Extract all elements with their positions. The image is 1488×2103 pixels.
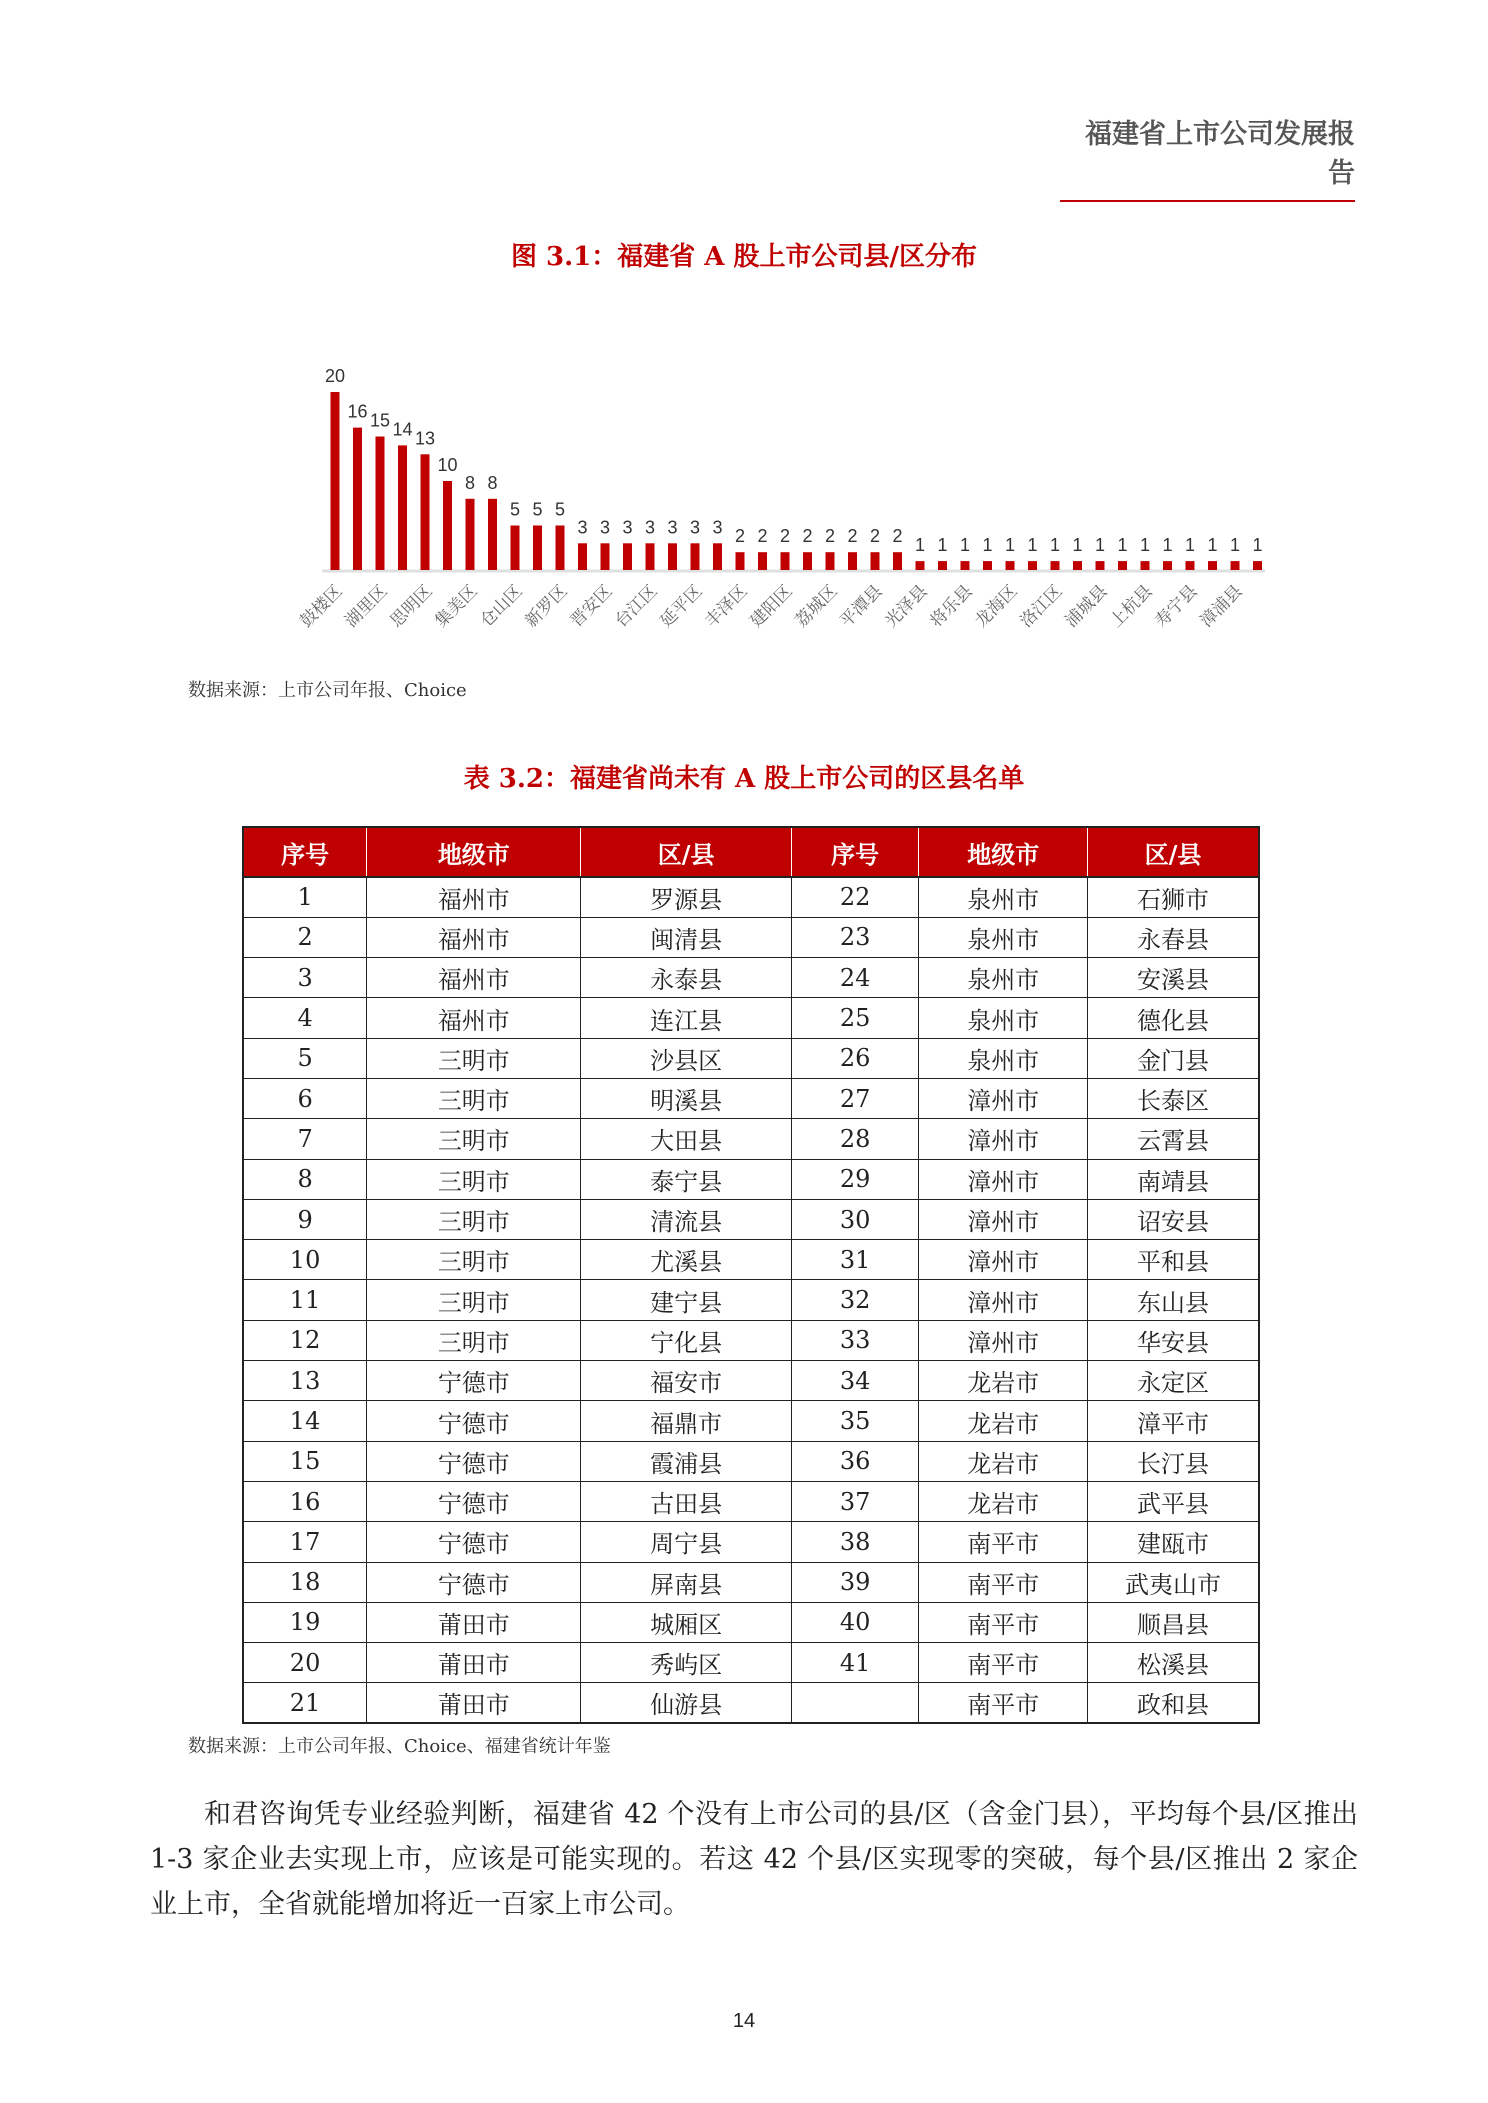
bar: [1141, 561, 1150, 570]
bar: [1073, 561, 1082, 570]
bar: [511, 526, 520, 571]
table-cell: 龙岩市: [919, 1441, 1087, 1481]
data-label: 10: [437, 455, 458, 475]
table-cell: 城厢区: [581, 1602, 791, 1642]
table-cell: 松溪县: [1087, 1643, 1259, 1683]
bar: [1163, 561, 1172, 570]
data-label: 1: [1004, 535, 1016, 556]
table-cell: 22: [791, 877, 919, 917]
table-row: [243, 1562, 1259, 1602]
bar: [826, 552, 835, 570]
data-label: 3: [577, 517, 588, 538]
table-cell: 37: [791, 1481, 919, 1521]
data-label: 1: [1072, 535, 1083, 556]
table-cell: 33: [791, 1320, 919, 1360]
table-cell: 1: [243, 877, 367, 917]
table-cell: 南平市: [919, 1683, 1087, 1723]
table-cell: 7: [243, 1119, 367, 1159]
table-cell: 漳州市: [919, 1078, 1087, 1118]
running-header: 福建省上市公司发展报告: [1060, 112, 1355, 202]
body-paragraph: 和君咨询凭专业经验判断，福建省 42 个没有上市公司的县/区（含金门县），平均每个县/区推出 1-3 家企业去实现上市，应该是可能实现的。若这 42 个县/区实现零的突破，每个县/区推出 2 家企业上市，全省就能增加将近一百家上市公司。: [150, 1799, 1358, 1920]
table-cell: 龙岩市: [919, 1361, 1087, 1401]
table-row: [243, 1683, 1259, 1723]
table-row: [243, 1401, 1259, 1441]
table-cell: 永定区: [1087, 1361, 1259, 1401]
bar: [623, 543, 632, 570]
table-cell: 30: [791, 1199, 919, 1239]
category-label: 集美区: [431, 581, 482, 632]
table-cell: 宁德市: [367, 1361, 581, 1401]
data-label: 1: [914, 535, 926, 556]
table-cell: 古田县: [581, 1481, 791, 1521]
bar: [1096, 561, 1105, 570]
table-cell: 41: [791, 1643, 919, 1683]
table-cell: 39: [791, 1562, 919, 1602]
table-cell: 19: [243, 1602, 367, 1642]
table-row: [243, 1320, 1259, 1360]
table-row: [243, 1280, 1259, 1320]
table-cell: 福州市: [367, 958, 581, 998]
column-header: 区/县: [1087, 827, 1259, 877]
data-label: 1: [1229, 535, 1241, 556]
table-cell: 永春县: [1087, 917, 1259, 957]
table-cell: 11: [243, 1280, 367, 1320]
data-label: 3: [667, 517, 678, 538]
category-label: 湖里区: [341, 581, 392, 632]
table-cell: 福鼎市: [581, 1401, 791, 1441]
table-cell: 三明市: [367, 1199, 581, 1239]
bar: [871, 552, 880, 570]
table-cell: 霞浦县: [581, 1441, 791, 1481]
page-number: 14: [732, 2010, 756, 2032]
table-row: [243, 1159, 1259, 1199]
table-cell: 宁德市: [367, 1441, 581, 1481]
table-row: [243, 917, 1259, 957]
table-row: [243, 1119, 1259, 1159]
bar: [443, 481, 452, 570]
data-label: 2: [824, 526, 836, 547]
bar: [398, 445, 407, 570]
category-label: 建阳区: [746, 581, 797, 632]
table-cell: 龙岩市: [919, 1481, 1087, 1521]
table-title: 表 3.2：福建省尚未有 A 股上市公司的区县名单: [463, 764, 1025, 794]
data-label: 1: [1027, 535, 1038, 556]
table-cell: 武夷山市: [1087, 1562, 1259, 1602]
table-cell: 莆田市: [367, 1683, 581, 1723]
table-cell: 27: [791, 1078, 919, 1118]
table-cell: 宁德市: [367, 1562, 581, 1602]
table-source: 数据来源：上市公司年报、Choice、福建省统计年鉴: [188, 1736, 611, 1757]
table-cell: 南靖县: [1087, 1159, 1259, 1199]
bar: [736, 552, 745, 570]
table-cell: 泰宁县: [581, 1159, 791, 1199]
table-row: [243, 1361, 1259, 1401]
table-cell: 南平市: [919, 1602, 1087, 1642]
table-cell: 漳州市: [919, 1159, 1087, 1199]
data-label: 1: [937, 535, 948, 556]
data-label: 3: [689, 517, 701, 538]
table-cell: 周宁县: [581, 1522, 791, 1562]
category-label: 漳浦县: [1196, 581, 1247, 632]
bar: [1208, 561, 1217, 570]
table-cell: 永泰县: [581, 958, 791, 998]
category-label: 寿宁县: [1151, 581, 1202, 632]
table-cell: 南平市: [919, 1562, 1087, 1602]
bar: [668, 543, 677, 570]
data-label: 1: [1139, 535, 1151, 556]
table-cell: 泉州市: [919, 877, 1087, 917]
figure-title: 图 3.1：福建省 A 股上市公司县/区分布: [510, 242, 978, 272]
bar: [781, 552, 790, 570]
table-cell: 政和县: [1087, 1683, 1259, 1723]
bar: [713, 543, 722, 570]
table-cell: 宁德市: [367, 1522, 581, 1562]
table-cell: 华安县: [1087, 1320, 1259, 1360]
data-label: 3: [622, 517, 633, 538]
table-cell: 福州市: [367, 877, 581, 917]
table-cell: 36: [791, 1441, 919, 1481]
bar: [556, 526, 565, 571]
table-cell: 21: [243, 1683, 367, 1723]
table-cell: 明溪县: [581, 1078, 791, 1118]
table-cell: 诏安县: [1087, 1199, 1259, 1239]
table-cell: 尤溪县: [581, 1240, 791, 1280]
table-cell: 三明市: [367, 1240, 581, 1280]
category-label: 台江区: [611, 581, 662, 632]
table-cell: 40: [791, 1602, 919, 1642]
data-label: 1: [1117, 535, 1128, 556]
bar: [1231, 561, 1240, 570]
table-cell: 15: [243, 1441, 367, 1481]
table-cell: 38: [791, 1522, 919, 1562]
table-row: [243, 1643, 1259, 1683]
category-label: 平潭县: [836, 581, 887, 632]
table-cell: 13: [243, 1361, 367, 1401]
table-cell: 沙县区: [581, 1038, 791, 1078]
table-cell: 17: [243, 1522, 367, 1562]
table-cell: 金门县: [1087, 1038, 1259, 1078]
table-cell: 德化县: [1087, 998, 1259, 1038]
table-cell: 三明市: [367, 1159, 581, 1199]
table-cell: 漳州市: [919, 1199, 1087, 1239]
column-header: 地级市: [367, 827, 581, 877]
table-cell: 福安市: [581, 1361, 791, 1401]
bar: [376, 437, 385, 571]
table-cell: 东山县: [1087, 1280, 1259, 1320]
bar: [803, 552, 812, 570]
category-label: 思明区: [386, 581, 437, 632]
category-label: 新罗区: [521, 581, 572, 632]
bar: [601, 543, 610, 570]
table-cell: 三明市: [367, 1078, 581, 1118]
table-row: [243, 1078, 1259, 1118]
table-cell: 2: [243, 917, 367, 957]
category-label: 荔城区: [791, 581, 842, 632]
table-cell: 漳州市: [919, 1119, 1087, 1159]
table-cell: 龙岩市: [919, 1401, 1087, 1441]
category-label: 浦城县: [1061, 581, 1112, 632]
table-cell: 24: [791, 958, 919, 998]
table-cell: 清流县: [581, 1199, 791, 1239]
table-row: [243, 998, 1259, 1038]
column-header: 地级市: [919, 827, 1087, 877]
table-cell: 32: [791, 1280, 919, 1320]
bar: [1006, 561, 1015, 570]
bar: [488, 499, 497, 570]
data-label: 1: [1252, 535, 1263, 556]
table-cell: 25: [791, 998, 919, 1038]
table-cell: 连江县: [581, 998, 791, 1038]
bar: [848, 552, 857, 570]
table-row: [243, 1199, 1259, 1239]
table-cell: 南平市: [919, 1522, 1087, 1562]
table-cell: 漳州市: [919, 1320, 1087, 1360]
table-cell: 长汀县: [1087, 1441, 1259, 1481]
data-label: 3: [712, 517, 723, 538]
table-row: [243, 1038, 1259, 1078]
table-cell: 石狮市: [1087, 877, 1259, 917]
category-label: 丰泽区: [701, 581, 752, 632]
table-cell: 三明市: [367, 1119, 581, 1159]
bar: [983, 561, 992, 570]
category-label: 鼓楼区: [296, 581, 347, 632]
table-cell: 34: [791, 1361, 919, 1401]
table-header-row: [243, 827, 1259, 877]
district-table: [242, 826, 1260, 1724]
data-label: 1: [1184, 535, 1196, 556]
data-label: 5: [532, 499, 543, 520]
bar: [353, 428, 362, 570]
table-row: [243, 1240, 1259, 1280]
table-cell: 三明市: [367, 1280, 581, 1320]
bar: [1028, 561, 1037, 570]
bar: [421, 454, 430, 570]
table-cell: 泉州市: [919, 1038, 1087, 1078]
table-cell: 28: [791, 1119, 919, 1159]
table-cell: 三明市: [367, 1320, 581, 1360]
data-label: 5: [554, 499, 566, 520]
data-label: 5: [509, 499, 521, 520]
data-label: 8: [464, 472, 476, 493]
bar: [533, 526, 542, 571]
bar: [331, 392, 340, 570]
table-cell: 23: [791, 917, 919, 957]
table-cell: 漳州市: [919, 1280, 1087, 1320]
data-label: 1: [982, 535, 993, 556]
data-label: 15: [369, 410, 391, 431]
table-cell: 泉州市: [919, 958, 1087, 998]
data-label: 16: [347, 401, 368, 422]
data-label: 2: [757, 526, 768, 547]
bar: [578, 543, 587, 570]
table-row: [243, 1522, 1259, 1562]
table-cell: 6: [243, 1078, 367, 1118]
bar: [1253, 561, 1262, 570]
table-cell: 26: [791, 1038, 919, 1078]
table-row: [243, 958, 1259, 998]
table-cell: 宁德市: [367, 1481, 581, 1521]
data-label: 20: [324, 366, 346, 386]
bar: [758, 552, 767, 570]
bar: [893, 552, 902, 570]
data-label: 2: [734, 526, 746, 547]
table-cell: 16: [243, 1481, 367, 1521]
table-cell: 顺昌县: [1087, 1602, 1259, 1642]
data-label: 3: [644, 517, 656, 538]
bar: [466, 499, 475, 570]
table-cell: 平和县: [1087, 1240, 1259, 1280]
table-cell: 三明市: [367, 1038, 581, 1078]
table-row: [243, 1441, 1259, 1481]
data-label: 2: [892, 526, 903, 547]
category-label: 光泽县: [881, 581, 932, 632]
table-cell: 安溪县: [1087, 958, 1259, 998]
table-cell: 宁德市: [367, 1401, 581, 1441]
table-cell: 8: [243, 1159, 367, 1199]
data-label: 2: [802, 526, 813, 547]
table-cell: 5: [243, 1038, 367, 1078]
table-cell: 罗源县: [581, 877, 791, 917]
data-label: 2: [847, 526, 858, 547]
table-cell: 武平县: [1087, 1481, 1259, 1521]
bar: [691, 543, 700, 570]
table-cell: 福州市: [367, 998, 581, 1038]
table-cell: 3: [243, 958, 367, 998]
table-cell: 云霄县: [1087, 1119, 1259, 1159]
table-cell: 14: [243, 1401, 367, 1441]
category-label: 延平区: [656, 581, 707, 632]
table-row: [243, 877, 1259, 917]
category-label: 晋安区: [566, 581, 617, 632]
table-cell: 建宁县: [581, 1280, 791, 1320]
data-label: 14: [392, 419, 413, 440]
table-row: [243, 1602, 1259, 1642]
data-label: 1: [1207, 535, 1218, 556]
category-label: 上杭县: [1106, 581, 1157, 632]
table-cell: 南平市: [919, 1643, 1087, 1683]
data-label: 1: [959, 535, 971, 556]
table-cell: 漳州市: [919, 1240, 1087, 1280]
bar: [961, 561, 970, 570]
table-cell: 31: [791, 1240, 919, 1280]
table-cell: 大田县: [581, 1119, 791, 1159]
table-cell: 建瓯市: [1087, 1522, 1259, 1562]
table-cell: 宁化县: [581, 1320, 791, 1360]
table-cell: 漳平市: [1087, 1401, 1259, 1441]
bar: [916, 561, 925, 570]
category-label: 仓山区: [476, 581, 527, 632]
data-label: 1: [1162, 535, 1173, 556]
data-label: 8: [487, 472, 498, 493]
table-cell: 屏南县: [581, 1562, 791, 1602]
table-cell: 18: [243, 1562, 367, 1602]
table-cell: 20: [243, 1643, 367, 1683]
table-cell: 35: [791, 1401, 919, 1441]
data-label: 2: [779, 526, 791, 547]
column-header: 区/县: [581, 827, 791, 877]
table-cell: 仙游县: [581, 1683, 791, 1723]
table-cell: 29: [791, 1159, 919, 1199]
table-cell: 10: [243, 1240, 367, 1280]
table-cell: 4: [243, 998, 367, 1038]
column-header: 序号: [791, 827, 919, 877]
data-label: 2: [869, 526, 881, 547]
table-cell: 福州市: [367, 917, 581, 957]
bar: [1186, 561, 1195, 570]
figure-source: 数据来源：上市公司年报、Choice: [188, 680, 467, 701]
bar: [1118, 561, 1127, 570]
table-cell: 莆田市: [367, 1602, 581, 1642]
table-cell: [791, 1683, 919, 1723]
table-row: [243, 1481, 1259, 1521]
category-label: 龙海区: [971, 581, 1022, 632]
data-label: 3: [599, 517, 611, 538]
table-cell: 莆田市: [367, 1643, 581, 1683]
table-cell: 泉州市: [919, 998, 1087, 1038]
data-label: 13: [414, 428, 436, 449]
data-label: 1: [1094, 535, 1106, 556]
table-cell: 泉州市: [919, 917, 1087, 957]
bar: [938, 561, 947, 570]
table-cell: 秀屿区: [581, 1643, 791, 1683]
category-label: 将乐县: [926, 581, 977, 632]
table-cell: 9: [243, 1199, 367, 1239]
bar: [646, 543, 655, 570]
table-cell: 12: [243, 1320, 367, 1360]
category-label: 洛江区: [1016, 581, 1067, 632]
table-cell: 长泰区: [1087, 1078, 1259, 1118]
bar-chart: [0, 340, 1488, 660]
bar: [1051, 561, 1060, 570]
data-label: 1: [1049, 535, 1061, 556]
column-header: 序号: [243, 827, 367, 877]
table-cell: 闽清县: [581, 917, 791, 957]
